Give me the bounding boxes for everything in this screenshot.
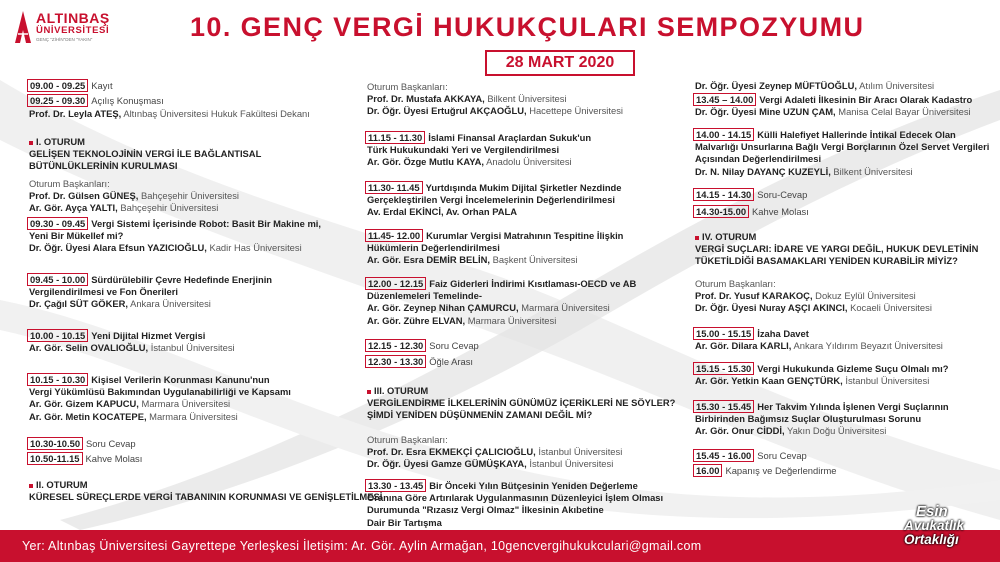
speaker-name: Ar. Gör. Zühre ELVAN, xyxy=(367,314,466,326)
time-box: 09.25 - 09.30 xyxy=(27,94,88,107)
speaker-affiliation: Kadir Has Üniversitesi xyxy=(209,242,302,254)
talk xyxy=(693,327,943,352)
schedule-item xyxy=(27,79,113,92)
speaker-name: Dr. Öğr. Üyesi Zeynep MÜFTÜOĞLU, xyxy=(695,80,858,91)
logo-tagline: GENÇ "ZİHİN"DEN "YAKIN" xyxy=(36,37,93,42)
speaker-name: Dr. N. Nilay DAYANÇ KUZEYLİ, xyxy=(695,165,831,177)
chair-affiliation: İstanbul Üniversitesi xyxy=(529,458,614,470)
item-text: Soru-Cevap xyxy=(757,189,808,200)
chair-name: Ar. Gör. Ayça YALTI, xyxy=(29,202,118,214)
speaker-affiliation: Bilkent Üniversitesi xyxy=(833,165,913,177)
speaker-name: Ar. Gör. Gizem KAPUCU, xyxy=(29,398,139,410)
speaker-name: Dr. Öğr. Üyesi Mine UZUN ÇAM, xyxy=(695,106,836,118)
schedule-item xyxy=(693,205,809,218)
chairs-label: Oturum Başkanları: xyxy=(695,278,776,289)
time-box: 14.15 - 14.30 xyxy=(693,188,754,201)
talk xyxy=(693,362,948,387)
time-box: 15.45 - 16.00 xyxy=(693,449,754,462)
talk xyxy=(693,400,949,438)
altinbas-logo-icon xyxy=(14,10,32,44)
speaker-name: Dr. Çağıl SÜT GÖKER, xyxy=(29,298,128,310)
chairs-label: Oturum Başkanları: xyxy=(29,178,110,189)
item-text: Kayıt xyxy=(91,80,113,91)
talk xyxy=(365,277,636,327)
session-heading xyxy=(367,385,675,422)
talk-title: Vergi Hukukunda Gizleme Suçu Olmalı mı? xyxy=(757,363,949,374)
schedule-item xyxy=(693,188,807,201)
talk-title: Türk Hukukundaki Yeri ve Vergilendirilmesi xyxy=(367,144,560,156)
sponsor-line: Avukatlık xyxy=(904,518,965,533)
session-subtitle: BÜTÜNLÜKLERİNİN KURULMASI xyxy=(29,160,178,172)
schedule-item xyxy=(693,464,836,477)
talk xyxy=(27,329,235,354)
time-box: 11.45- 12.00 xyxy=(365,229,423,242)
schedule-item xyxy=(27,94,164,107)
speaker-affiliation: Ankara Üniversitesi xyxy=(130,298,211,310)
time-box: 09.30 - 09.45 xyxy=(27,217,88,230)
talk xyxy=(693,128,989,178)
talk-title: Malvarlığı Unsurlarına Bağlı Vergi Borçlarının Özel Servet Vergileri xyxy=(695,141,990,153)
talk-title: Vergi Adaleti İlkesinin Bir Aracı Olarak Kadastro xyxy=(759,94,973,105)
item-text: Kahve Molası xyxy=(752,206,809,217)
talk-title: Her Takvim Yılında İşlenen Vergi Suçlarının xyxy=(757,401,949,412)
time-box: 12.30 - 13.30 xyxy=(365,355,426,368)
speaker-name: Ar. Gör. Onur CİDDİ, xyxy=(695,425,785,437)
time-box: 11.30- 11.45 xyxy=(365,181,423,194)
chair-name: Prof. Dr. Mustafa AKKAYA, xyxy=(367,93,485,105)
talk-title: Hükümlerin Değerlendirilmesi xyxy=(367,242,500,254)
talk-title: Külli Halefiyet Hallerinde İntikal Edecek Olan xyxy=(757,129,956,140)
session-title: III. OTURUM xyxy=(374,385,429,396)
talk xyxy=(693,93,972,118)
item-text: Öğle Arası xyxy=(429,356,474,367)
event-date: 28 MART 2020 xyxy=(485,50,635,76)
speaker-name: Ar. Gör. Selin OVALIOĞLU, xyxy=(29,342,149,354)
speaker-name: Prof. Dr. Leyla ATEŞ, xyxy=(29,108,122,119)
session-subtitle: VERGİLENDİRME İLKELERİNİN GÜNÜMÜZ İÇERİKLERİ NE SÖYLER? xyxy=(367,397,676,409)
talk-title: Açısından Değerlendirilmesi xyxy=(695,153,822,165)
talk xyxy=(365,229,623,267)
speaker-name: Dr. Öğr. Üyesi Alara Efsun YAZICIOĞLU, xyxy=(29,242,207,254)
session-subtitle: GELİŞEN TEKNOLOJİNİN VERGİ İLE BAĞLANTISAL xyxy=(29,148,262,160)
time-box: 10.30-10.50 xyxy=(27,437,83,450)
talk-title: Faiz Giderleri İndirimi Kısıtlaması-OECD ve AB xyxy=(429,278,637,289)
speaker-affiliation: Atılım Üniversitesi xyxy=(859,80,935,91)
speaker-affiliation: Yakın Doğu Üniversitesi xyxy=(787,425,887,437)
sponsor-line: Ortaklığı xyxy=(904,532,959,547)
chair-name: Dr. Öğr. Üyesi Nuray AŞÇI AKINCI, xyxy=(695,302,848,314)
talk-title: Kişisel Verilerin Korunması Kanunu'nun xyxy=(91,374,270,385)
speaker-affiliation: Anadolu Üniversitesi xyxy=(486,156,572,168)
chair-affiliation: Bilkent Üniversitesi xyxy=(487,93,567,105)
session-chairs xyxy=(695,278,932,315)
time-box: 15.15 - 15.30 xyxy=(693,362,754,375)
chair-affiliation: İstanbul Üniversitesi xyxy=(538,446,623,458)
talk-title: İslami Finansal Araçlardan Sukuk'un xyxy=(428,132,592,143)
item-text: Soru Cevap xyxy=(429,340,479,351)
university-logo xyxy=(14,8,124,48)
item-text: Soru Cevap xyxy=(757,450,807,461)
time-box: 09.00 - 09.25 xyxy=(27,79,88,92)
talk-title: Vergi Yükümlüsü Bakımından Uygulanabilirliği ve Kapsamı xyxy=(29,386,291,398)
session-title: IV. OTURUM xyxy=(702,231,757,242)
time-box: 15.00 - 15.15 xyxy=(693,327,754,340)
talk-title: Yeni Dijital Hizmet Vergisi xyxy=(91,330,206,341)
talk xyxy=(27,273,272,311)
chair-name: Prof. Dr. Yusuf KARAKOÇ, xyxy=(695,290,813,302)
talk-title: Düzenlemeleri Temelinde- xyxy=(367,290,482,302)
session-title: I. OTURUM xyxy=(36,136,85,147)
speaker-name: Ar. Gör. Dilara KARLI, xyxy=(695,340,792,352)
time-box: 12.15 - 12.30 xyxy=(365,339,426,352)
chairs-label: Oturum Başkanları: xyxy=(367,81,448,92)
session-chairs xyxy=(367,81,623,118)
speaker-affiliation: İstanbul Üniversitesi xyxy=(845,375,930,387)
schedule-item xyxy=(693,449,807,462)
session-subtitle: ŞİMDİ YENİDEN DÜŞÜNMENİN ZAMANI DEĞİL Mİ? xyxy=(367,409,593,421)
time-box: 09.45 - 10.00 xyxy=(27,273,88,286)
chair-affiliation: Kocaeli Üniversitesi xyxy=(850,302,932,314)
speaker-affiliation: Ankara Yıldırım Beyazıt Üniversitesi xyxy=(793,340,943,352)
talk-title: Bir Önceki Yılın Bütçesinin Yeniden Değerleme xyxy=(429,480,638,491)
time-box: 10.15 - 10.30 xyxy=(27,373,88,386)
talk xyxy=(365,131,591,169)
talk xyxy=(365,479,663,529)
schedule-item xyxy=(365,339,479,352)
talk xyxy=(27,373,291,423)
session-heading xyxy=(29,479,382,503)
item-text: Kahve Molası xyxy=(85,453,143,464)
talk-title: Kurumlar Vergisi Matrahının Tespitine İlişkin xyxy=(426,230,624,241)
time-box: 13.45 – 14.00 xyxy=(693,93,756,106)
speaker-affiliation: İstanbul Üniversitesi xyxy=(150,342,235,354)
page-title: 10. GENÇ VERGİ HUKUKÇULARI SEMPOZYUMU xyxy=(190,12,865,42)
item-text: Açılış Konuşması xyxy=(91,95,164,106)
talk-title: Vergi Sistemi İçerisinde Robot: Basit Bir Makine mi, xyxy=(91,218,322,229)
time-box: 11.15 - 11.30 xyxy=(365,131,425,144)
chair-name: Prof. Dr. Esra EKMEKÇİ ÇALICIOĞLU, xyxy=(367,446,536,458)
footer-bar xyxy=(0,530,1000,562)
session-title: II. OTURUM xyxy=(36,479,88,490)
speaker-affiliation: Manisa Celal Bayar Üniversitesi xyxy=(838,106,971,118)
schedule-item xyxy=(27,437,136,450)
schedule-item xyxy=(27,452,142,465)
session-subtitle: KÜRESEL SÜREÇLERDE VERGİ TABANININ KORUNMASI VE GENİŞLETİLMESİ xyxy=(29,491,383,503)
speaker-name: Ar. Gör. Yetkin Kaan GENÇTÜRK, xyxy=(695,375,843,387)
time-box: 10.00 - 10.15 xyxy=(27,329,88,342)
time-box: 10.50-11.15 xyxy=(27,452,83,465)
logo-name: ALTINBAŞ xyxy=(36,10,110,26)
session-subtitle: VERGİ SUÇLARI: İDARE VE YARGI DEĞİL, HUKUK DEVLETİNİN xyxy=(695,243,979,255)
chair-affiliation: Dokuz Eylül Üniversitesi xyxy=(815,290,916,302)
speaker-affiliation: Marmara Üniversitesi xyxy=(521,302,610,314)
speaker-affiliation: Başkent Üniversitesi xyxy=(492,254,578,266)
time-box: 15.30 - 15.45 xyxy=(693,400,754,413)
item-text: Soru Cevap xyxy=(86,438,136,449)
sponsor-line: Esin xyxy=(916,503,948,520)
chair-name: Dr. Öğr. Üyesi Gamze GÜMÜŞKAYA, xyxy=(367,458,527,470)
speaker-name: Ar. Gör. Özge Mutlu KAYA, xyxy=(367,156,485,168)
logo-subtitle: ÜNİVERSİTESİ xyxy=(36,25,110,36)
time-box: 13.30 - 13.45 xyxy=(365,479,426,492)
chair-affiliation: Hacettepe Üniversitesi xyxy=(529,105,623,117)
chair-name: Prof. Dr. Gülsen GÜNEŞ, xyxy=(29,190,139,202)
sponsor-logo xyxy=(900,505,995,557)
speaker-name: Ar. Gör. Zeynep Nihan ÇAMURCU, xyxy=(367,302,519,314)
speaker xyxy=(695,80,934,92)
speaker-name: Ar. Gör. Esra DEMİR BELİN, xyxy=(367,254,490,266)
session-subtitle: TÜKETİLDİĞİ BASAMAKLARI YENİDEN KURABİLİR MİYİZ? xyxy=(695,255,958,267)
talk-title: Vergilendirilmesi ve Fon Önerileri xyxy=(29,286,179,298)
talk-title: Durumunda "Rızasız Vergi Olmaz" İlkesinin Akıbetine xyxy=(367,504,604,516)
time-box: 14.30-15.00 xyxy=(693,205,749,218)
chairs-label: Oturum Başkanları: xyxy=(367,434,448,445)
talk-title: İzaha Davet xyxy=(757,328,809,339)
speaker-name: Av. Erdal EKİNCİ, Av. Orhan PALA xyxy=(367,206,518,218)
talk-title: Gerçekleştirilen Vergi İncelemelerinin Değerlendirilmesi xyxy=(367,194,616,206)
talk-title: Birbirinden Bağımsız Suçlar Oluşturulması Sorunu xyxy=(695,413,922,425)
talk-title: Dair Bir Tartışma xyxy=(367,516,442,528)
time-box: 14.00 - 14.15 xyxy=(693,128,754,141)
talk-title: Sürdürülebilir Çevre Hedefinde Enerjinin xyxy=(91,274,273,285)
session-heading xyxy=(29,136,261,173)
session-heading xyxy=(695,231,978,268)
chair-affiliation: Bahçeşehir Üniversitesi xyxy=(120,202,219,214)
footer-text: Yer: Altınbaş Üniversitesi Gayrettepe Yerleşkesi İletişim: Ar. Gör. Aylin Armağan, 10gencvergihukukculari@gmail.com xyxy=(22,539,702,553)
time-box: 16.00 xyxy=(693,464,722,477)
speaker-affiliation: Altınbaş Üniversitesi Hukuk Fakültesi Dekanı xyxy=(123,108,310,119)
chair-name: Dr. Öğr. Üyesi Ertuğrul AKÇAOĞLU, xyxy=(367,105,527,117)
session-chairs xyxy=(29,178,239,215)
session-chairs xyxy=(367,434,622,471)
talk-title: Yeni Bir Mükellef mi? xyxy=(29,230,124,242)
talk-title: Yurtdışında Mukim Dijital Şirketler Nezdinde xyxy=(425,182,622,193)
talk xyxy=(27,217,321,255)
speaker xyxy=(29,108,310,120)
speaker-affiliation: Marmara Üniversitesi xyxy=(141,398,231,410)
speaker-affiliation: Marmara Üniversitesi xyxy=(149,410,238,422)
schedule-item xyxy=(365,355,473,368)
talk-title: Oranına Göre Artırılarak Uygulanmasının Düzenleyici İşlem Olması xyxy=(367,492,664,504)
speaker-name: Ar. Gör. Metin KOCATEPE, xyxy=(29,410,147,422)
chair-affiliation: Bahçeşehir Üniversitesi xyxy=(141,190,239,202)
item-text: Kapanış ve Değerlendirme xyxy=(725,465,837,476)
time-box: 12.00 - 12.15 xyxy=(365,277,426,290)
talk xyxy=(365,181,622,219)
speaker-affiliation: Marmara Üniversitesi xyxy=(467,314,557,326)
